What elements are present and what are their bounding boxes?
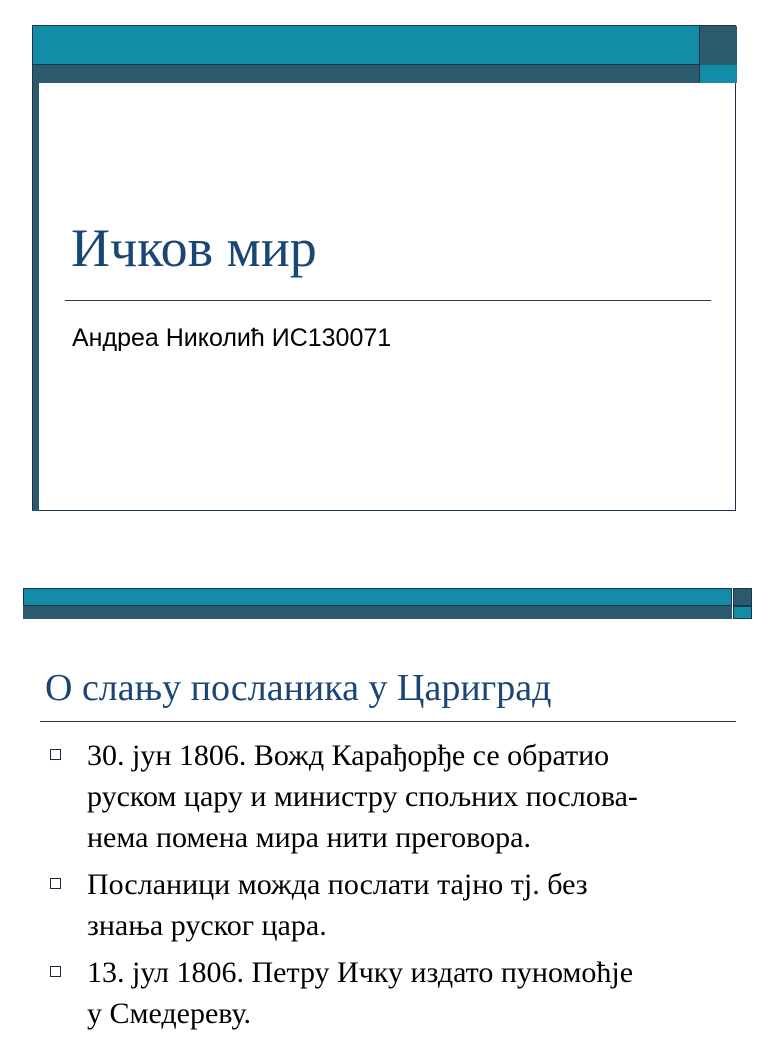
bullet-list — [44, 735, 744, 1040]
square-bullet-icon — [50, 749, 61, 760]
left-accent-bar — [33, 83, 39, 511]
slide-title: О слању посланика у Цариград — [45, 667, 552, 709]
corner-square-bottom — [733, 606, 752, 619]
header-band-top — [33, 26, 699, 65]
corner-square-top — [699, 26, 737, 65]
header-band-bottom — [33, 65, 699, 83]
corner-square-top — [733, 588, 752, 606]
title-slide — [32, 25, 736, 511]
header-band-top — [23, 588, 732, 606]
title-divider — [65, 300, 711, 301]
slide-title: Ичков мир — [71, 218, 317, 278]
bullet-text: 30. јун 1806. Вожд Карађорђе се обратио руском цару и министру спољних послова- нема помена мира нити преговора. — [87, 739, 638, 854]
square-bullet-icon — [50, 878, 61, 889]
header-band-bottom — [23, 606, 732, 619]
list-item — [44, 952, 744, 1034]
list-item — [44, 864, 744, 946]
title-divider — [40, 721, 736, 722]
slide-subtitle: Андреа Николић ИС130071 — [72, 324, 392, 352]
square-bullet-icon — [50, 966, 61, 977]
bullet-text: Посланици можда послати тајно тј. без знања руског цара. — [87, 868, 588, 942]
bullet-text: 13. јул 1806. Петру Ичку издато пуномоћје у Смедереву. — [87, 956, 634, 1030]
corner-square-bottom — [699, 65, 737, 83]
list-item — [44, 735, 744, 858]
